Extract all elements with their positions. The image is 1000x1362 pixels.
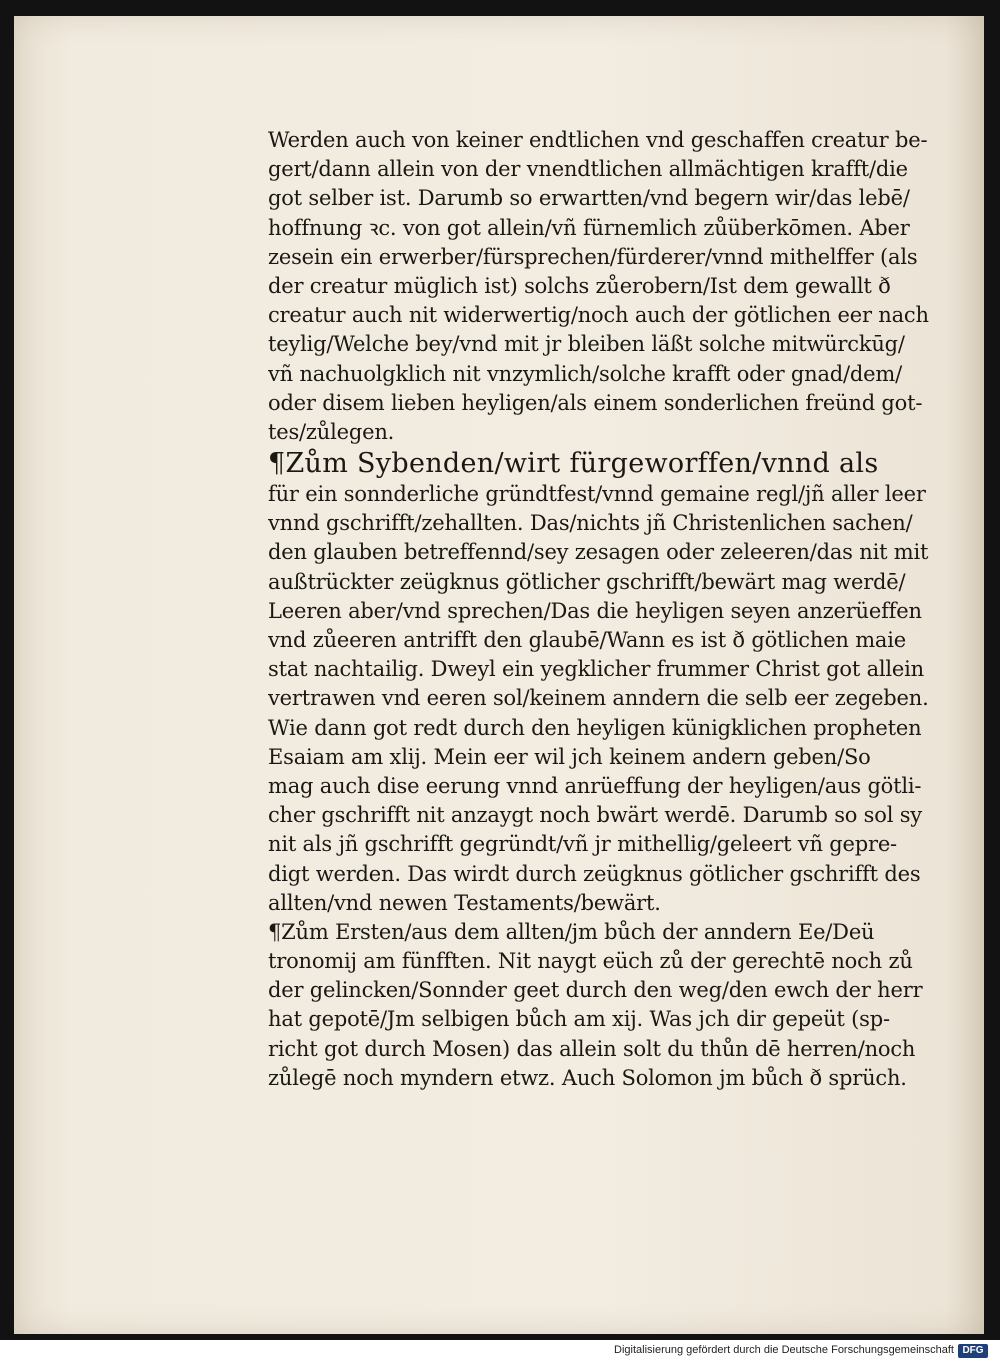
dfg-logo: DFG	[958, 1344, 988, 1358]
text-line: vnnd gschrifft/zehallten. Das/nichts jñ Christenlichen sachen/	[268, 511, 913, 536]
text-line: nit als jñ gschrifft gegründt/vñ jr mithellig/geleert vñ gepre-	[268, 832, 897, 857]
text-line: vertrawen vnd eeren sol/keinem anndern die selb eer zegeben.	[268, 686, 929, 711]
text-line: mag auch dise eerung vnnd anrüeffung der heyligen/aus götli-	[268, 773, 922, 798]
page-text-block	[268, 126, 958, 1093]
text-line: hat gepotē/Jm selbigen bůch am xij. Was jch dir gepeüt (sp-	[268, 1007, 890, 1032]
text-line: got selber ist. Darumb so erwartten/vnd begern wir/das lebē/	[268, 186, 910, 211]
text-line: Werden auch von keiner endtlichen vnd geschaffen creatur be-	[268, 128, 928, 152]
text-line: Esaiam am xlij. Mein eer wil jch keinem andern geben/So	[268, 744, 871, 769]
text-line: vñ nachuolgklich nit vnzymlich/solche krafft oder gnad/dem/	[268, 361, 902, 386]
text-line: allten/vnd newen Testaments/bewärt.	[268, 890, 661, 915]
text-line: den glauben betreffennd/sey zesagen oder zeleeren/das nit mit	[268, 540, 929, 565]
section-heading-line: ¶Zům Sybenden/wirt fürgeworffen/vnnd als	[268, 448, 879, 480]
book-page	[14, 16, 984, 1334]
text-line: ¶Zům Ersten/aus dem allten/jm bůch der anndern Ee/Deü	[268, 919, 875, 944]
text-line: tronomij am fünfften. Nit naygt eüch zů der gerechtē noch zů	[268, 949, 913, 974]
text-line: tes/zůlegen.	[268, 419, 395, 444]
text-line: teylig/Welche bey/vnd mit jr bleiben läßt solche mitwürckūg/	[268, 332, 905, 357]
text-line: digt werden. Das wirdt durch zeügknus götlicher gschrifft des	[268, 861, 921, 886]
footer-bar	[0, 1340, 1000, 1362]
text-line: für ein sonnderliche gründtfest/vnnd gemaine regl/jñ aller leer	[268, 482, 926, 507]
text-line: der gelincken/Sonnder geet durch den weg/den ewch der herr	[268, 978, 923, 1003]
text-line: vnd zůeeren antrifft den glaubē/Wann es ist ð götlichen maie	[268, 628, 906, 652]
text-line: oder disem lieben heyligen/als einem sonderlichen freünd got-	[268, 390, 923, 415]
text-line: hoffnung ꝛc. von got allein/vñ fürnemlich zůüberkōmen. Aber	[268, 215, 910, 240]
text-line: cher gschrifft nit anzaygt noch bwärt werdē. Darumb so sol sy	[268, 803, 922, 828]
text-line: richt got durch Mosen) das allein solt du thůn dē herren/noch	[268, 1036, 916, 1061]
text-line: gert/dann allein von der vnendtlichen allmächtigen krafft/die	[268, 157, 908, 182]
text-line: Wie dann got redt durch den heyligen künigklichen propheten	[268, 715, 922, 740]
funding-notice: Digitalisierung gefördert durch die Deutsche Forschungsgemeinschaft	[614, 1344, 954, 1356]
text-line: zůlegē noch myndern etwz. Auch Solomon jm bůch ð sprüch.	[268, 1065, 907, 1090]
text-line: stat nachtailig. Dweyl ein yegklicher frummer Christ got allein	[268, 657, 925, 682]
text-line: Leeren aber/vnd sprechen/Das die heyligen seyen anzerüeffen	[268, 598, 922, 623]
text-line: der creatur müglich ist) solchs zůerobern/Ist dem gewallt ð	[268, 273, 891, 298]
text-line: creatur auch nit widerwertig/noch auch der götlichen eer nach	[268, 303, 929, 328]
text-line: zesein ein erwerber/fürsprechen/fürderer/vnnd mithelffer (als	[268, 244, 918, 269]
text-line: außtrückter zeügknus götlicher gschrifft/bewärt mag werdē/	[268, 569, 906, 594]
